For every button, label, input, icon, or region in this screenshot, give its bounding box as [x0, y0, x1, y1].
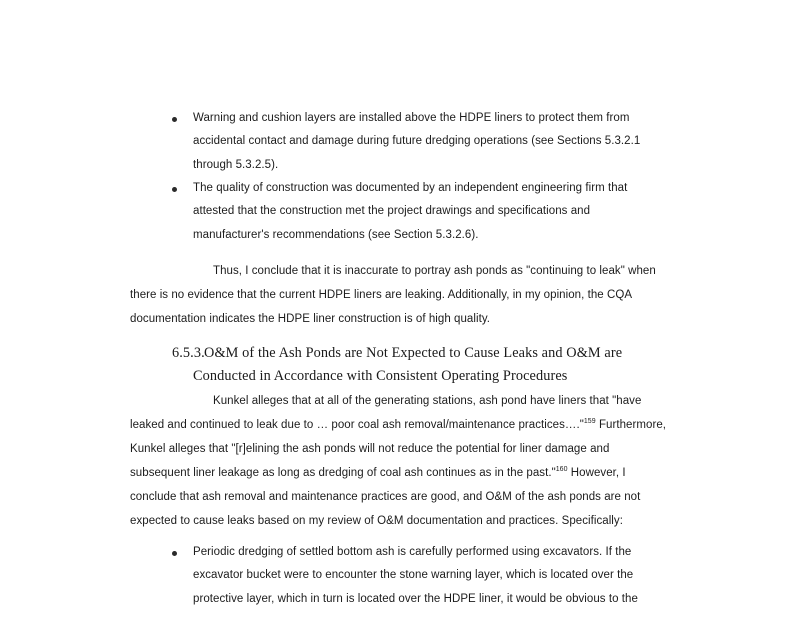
bullet-text: Warning and cushion layers are installed above the HDPE liners to protect them from accidental contact and damage during future dredging operations (see Sections 5.3.2.1 through 5.3.2.5).	[193, 112, 641, 171]
conclusion-paragraph: Thus, I conclude that it is inaccurate to portray ash ponds as "continuing to leak" when there is no evidence that the current HDPE liners are leaking. Additionally, in my opinion, the CQA documentation indicates the HDPE liner construction is of high quality.	[130, 265, 656, 325]
bullet-text: The quality of construction was documented by an independent engineering firm that attested that the construction met the project drawings and specifications and manufacturer's recommendations (see Section 5.3.2.6).	[193, 182, 628, 241]
footnote-ref-159: 159	[583, 418, 596, 426]
bullet-text: Periodic dredging of settled bottom ash is carefully performed using excavators. If the excavator bucket were to encounter the stone warning layer, which is located over the protective layer, which in turn is located over the HDPE liner, it would be obvious to the	[193, 546, 638, 605]
bullet-icon	[172, 551, 177, 556]
kunkel-text-part3: However, I conclude that ash removal and maintenance practices are good, and O&M of the ash ponds are not expected to cause leaks based on my review of O&M documentation and practices. Specifically:	[130, 467, 641, 527]
kunkel-text-part1: Kunkel alleges that at all of the generating stations, ash pond have liners that "have leaked and continued to leak due to … poor coal ash removal/maintenance practices…."	[130, 395, 642, 431]
section-title-line2: Conducted in Accordance with Consistent Operating Procedures	[193, 368, 568, 384]
kunkel-text-part2: Furthermore, Kunkel alleges that "[r]elining the ash ponds will not reduce the potential for liner damage and subsequent liner leakage as long as dredging of coal ash continues as in the past."	[130, 419, 667, 479]
section-title-line1: O&M of the Ash Ponds are Not Expected to Cause Leaks and O&M are	[204, 345, 623, 361]
footnote-ref-160: 160	[555, 466, 568, 474]
bullet-icon	[172, 117, 177, 122]
section-heading	[172, 342, 652, 388]
section-number: 6.5.3.	[172, 345, 205, 361]
bullet-icon	[172, 187, 177, 192]
kunkel-paragraph	[130, 389, 670, 533]
